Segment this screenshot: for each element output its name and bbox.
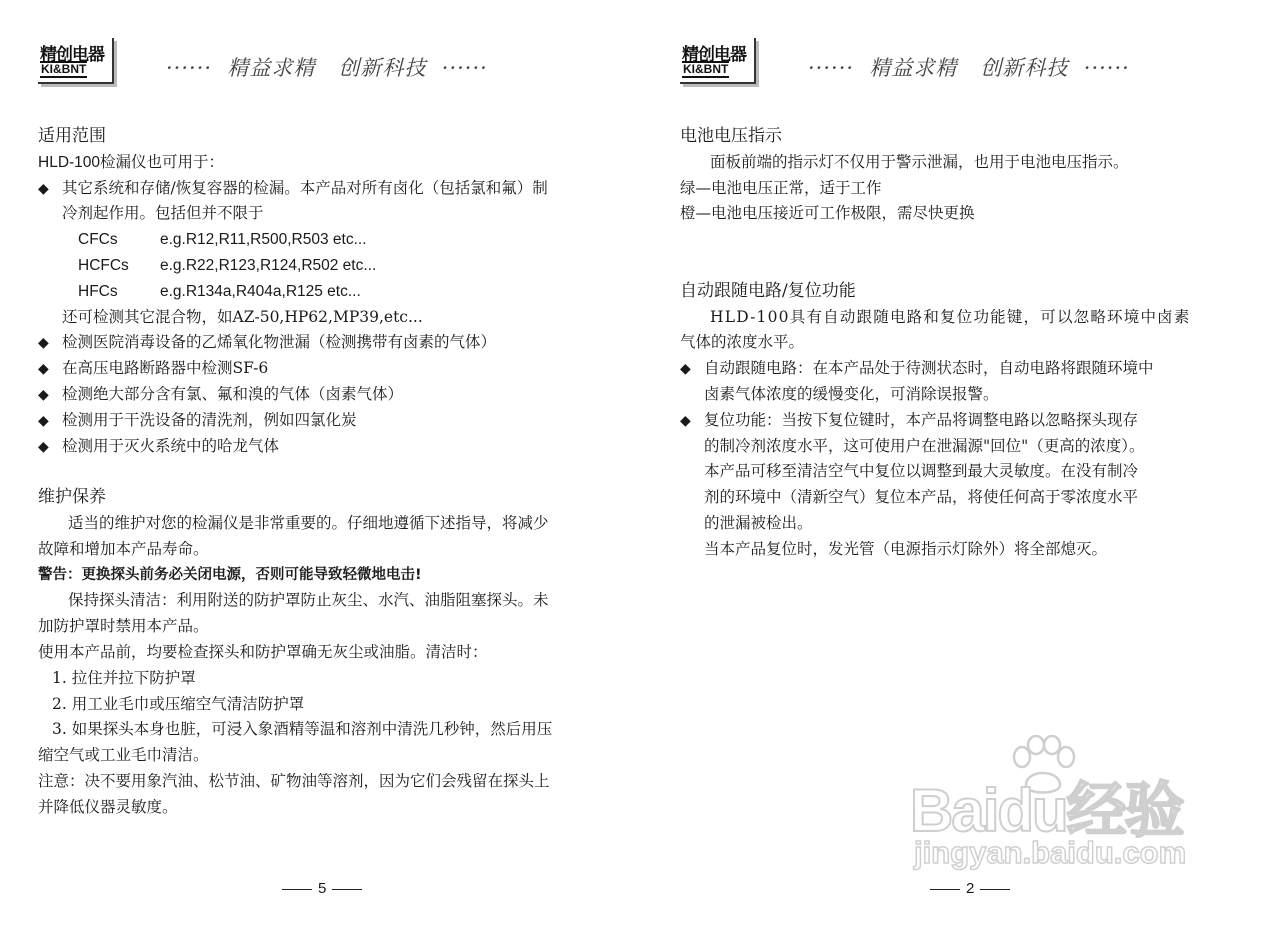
divider: [930, 889, 960, 890]
baidu-watermark: [900, 735, 1220, 875]
list-item-text: 自动跟随电路：在本产品处于待测状态时，自动电路将跟随环境中: [704, 359, 1154, 378]
bullet-icon: ◆: [38, 438, 49, 455]
refrigerant-kind: HFCs: [78, 282, 118, 300]
refrigerant-examples: e.g.R134a,R404a,R125 etc...: [160, 282, 361, 300]
refrigerant-kind: HCFCs: [78, 256, 129, 274]
bullet-icon: ◆: [38, 335, 49, 352]
logo-chinese-name: 精创电器: [682, 45, 746, 65]
bullet-icon: ◆: [38, 412, 49, 429]
spacer: [680, 227, 1250, 253]
divider: [332, 889, 362, 890]
right-page-content: [680, 124, 1250, 563]
left-page-content: [38, 124, 608, 821]
mixtures-line: 还可检测其它混合物，如AZ-50,HP62,MP39,etc...: [62, 307, 423, 326]
logo-english-name: KI&BNT: [41, 62, 87, 76]
refrigerant-row: [38, 253, 608, 279]
warning-text: 警告：更换探头前务必关闭电源，否则可能导致轻微地电击!: [38, 566, 422, 583]
scope-intro: HLD-100检漏仪也可用于：: [38, 153, 225, 171]
step-item: 2. 用工业毛巾或压缩空气清洁防护罩: [52, 694, 305, 713]
list-item: [38, 330, 608, 356]
paragraph-line: HLD-100具有自动跟随电路和复位功能键，可以忽略环境中卤素: [710, 307, 1191, 326]
section-heading-battery: 电池电压指示: [680, 126, 782, 146]
list-item-continuation: 剂的环境中（清新空气）复位本产品，将使任何高于零浓度水平: [704, 488, 1139, 507]
list-item-continuation: 的制冷剂浓度水平，这可使用户在泄漏源"回位"（更高的浓度）。: [704, 436, 1145, 455]
paragraph-line: 故障和增加本产品寿命。: [38, 539, 209, 558]
list-item-text: 检测医院消毒设备的乙烯氧化物泄漏（检测携带有卤素的气体）: [62, 333, 497, 352]
list-item-text: 检测绝大部分含有氯、氟和溴的气体（卤素气体）: [62, 384, 404, 403]
paragraph-line: 面板前端的指示灯不仅用于警示泄漏，也用于电池电压指示。: [710, 152, 1129, 171]
logo-chinese-name: 精创电器: [40, 45, 104, 65]
refrigerant-examples: e.g.R12,R11,R500,R503 etc...: [160, 231, 367, 249]
refrigerant-examples: e.g.R22,R123,R124,R502 etc...: [160, 256, 377, 274]
list-item: [38, 382, 608, 408]
list-item: [680, 408, 1250, 434]
refrigerant-kind: CFCs: [78, 231, 118, 249]
bullet-icon: ◆: [38, 180, 49, 197]
section-heading-scope: 适用范围: [38, 126, 106, 146]
paragraph-line: 适当的维护对您的检漏仪是非常重要的。仔细地遵循下述指导，将减少: [68, 513, 549, 532]
header-slogan: ······ 精益求精 创新科技 ······: [166, 56, 488, 80]
list-item: [38, 408, 608, 434]
step-item: 1. 拉住并拉下防护罩: [52, 668, 196, 687]
spacer: [38, 459, 608, 485]
list-item-continuation: 的泄漏被检出。: [704, 513, 813, 532]
list-item-text: 复位功能：当按下复位键时，本产品将调整电路以忽略探头现存: [704, 410, 1139, 429]
refrigerant-row: [38, 227, 608, 253]
watermark-brand: Baidu经验: [910, 777, 1183, 844]
list-item: [38, 176, 608, 202]
list-item: [38, 434, 608, 460]
paragraph-line: 保持探头清洁：利用附送的防护罩防止灰尘、水汽、油脂阻塞探头。未: [68, 591, 549, 610]
company-logo: [680, 38, 758, 86]
page-number-value: 5: [318, 880, 327, 897]
paragraph-line: 气体的浓度水平。: [680, 333, 805, 352]
section-heading-auto-follow: 自动跟随电路/复位功能: [680, 280, 856, 301]
note-text-continuation: 并降低仪器灵敏度。: [38, 797, 178, 816]
header-slogan: ······ 精益求精 创新科技 ······: [808, 56, 1130, 80]
page-number-value: 2: [966, 880, 975, 897]
spacer: [680, 253, 1250, 279]
step-item-continuation: 缩空气或工业毛巾清洁。: [38, 746, 209, 765]
list-item-continuation: 本产品可移至清洁空气中复位以调整到最大灵敏度。在没有制冷: [704, 462, 1139, 481]
page-number: [276, 880, 368, 897]
divider: [282, 889, 312, 890]
logo-english-name: KI&BNT: [683, 62, 729, 76]
paragraph-line: 橙—电池电压接近可工作极限，需尽快更换: [680, 204, 975, 223]
bullet-icon: ◆: [38, 361, 49, 378]
list-item-text: 检测用于干洗设备的清洗剂，例如四氯化炭: [62, 410, 357, 429]
section-heading-maintenance: 维护保养: [38, 487, 106, 508]
company-logo: [38, 38, 116, 86]
paragraph-line: 加防护罩时禁用本产品。: [38, 617, 209, 636]
list-item-continuation: 冷剂起作用。包括但并不限于: [62, 204, 264, 223]
bullet-icon: ◆: [680, 361, 691, 378]
paragraph-line: 使用本产品前，均要检查探头和防护罩确无灰尘或油脂。清洁时：: [38, 642, 488, 661]
list-item-continuation: 卤素气体浓度的缓慢变化，可消除误报警。: [704, 384, 999, 403]
watermark-url: jingyan.baidu.com: [914, 835, 1187, 870]
divider: [980, 889, 1010, 890]
list-item-text: 其它系统和存储/恢复容器的检漏。本产品对所有卤化（包括氯和氟）制: [62, 178, 548, 197]
refrigerant-row: [38, 279, 608, 305]
paragraph-line: 当本产品复位时，发光管（电源指示灯除外）将全部熄灭。: [704, 539, 1108, 558]
list-item: [38, 356, 608, 382]
paragraph-line: 绿—电池电压正常，适于工作: [680, 178, 882, 197]
bullet-icon: ◆: [680, 412, 691, 429]
list-item: [680, 356, 1250, 382]
note-text: 注意：决不要用象汽油、松节油、矿物油等溶剂，因为它们会残留在探头上: [38, 771, 550, 790]
list-item-text: 检测用于灭火系统中的哈龙气体: [62, 436, 280, 455]
step-item: 3. 如果探头本身也脏，可浸入象酒精等温和溶剂中清洗几秒钟，然后用压: [52, 720, 553, 739]
list-item-text: 在高压电路断路器中检测SF-6: [62, 359, 269, 378]
bullet-icon: ◆: [38, 386, 49, 403]
page-number: [924, 880, 1016, 897]
